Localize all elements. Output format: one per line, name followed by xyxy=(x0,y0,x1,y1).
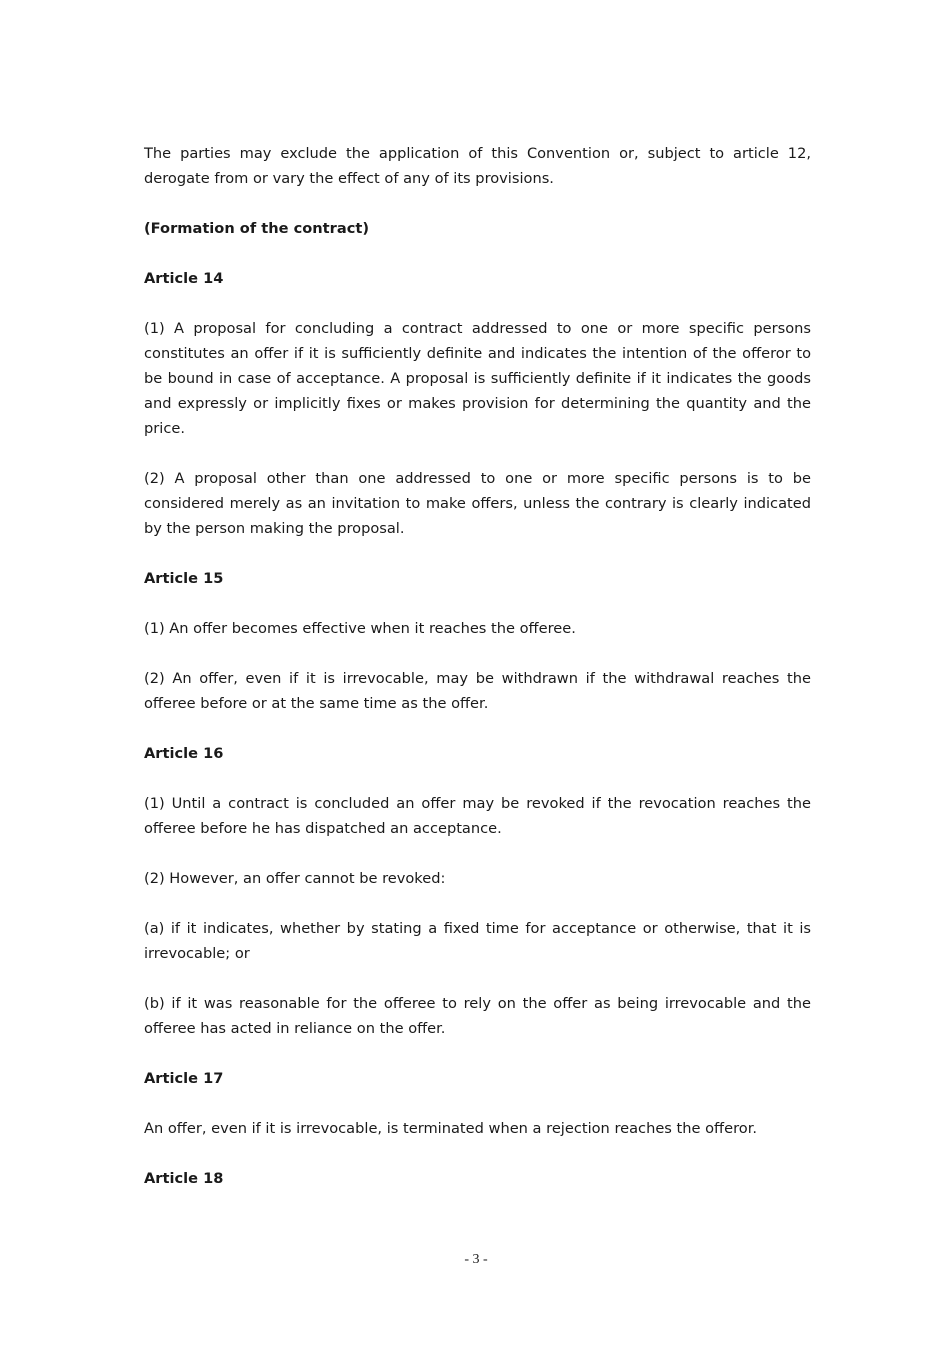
article-heading-17: Article 17 xyxy=(144,1070,224,1087)
article-16-paragraph-1: (1) Until a contract is concluded an offer may be revoked if the revocation reaches the offeree before he has dispatched an acceptance. xyxy=(144,795,811,837)
article-heading-15: Article 15 xyxy=(144,570,224,587)
paragraph-exclusion: The parties may exclude the application of this Convention or, subject to article 12, derogate from or vary the effect of any of its provisions. xyxy=(144,145,811,187)
page-number: - 3 - xyxy=(464,1252,488,1267)
article-heading-14: Article 14 xyxy=(144,270,224,287)
article-heading-16: Article 16 xyxy=(144,745,224,762)
document-body xyxy=(144,141,811,1216)
article-15-paragraph-1: (1) An offer becomes effective when it reaches the offeree. xyxy=(144,620,576,637)
article-16-item-b: (b) if it was reasonable for the offeree to rely on the offer as being irrevocable and the offeree has acted in reliance on the offer. xyxy=(144,995,811,1037)
article-17-paragraph: An offer, even if it is irrevocable, is terminated when a rejection reaches the offeror. xyxy=(144,1120,758,1137)
article-heading-18: Article 18 xyxy=(144,1170,224,1187)
section-heading-formation: (Formation of the contract) xyxy=(144,220,369,237)
article-16-item-a: (a) if it indicates, whether by stating a fixed time for acceptance or otherwise, that it is irrevocable; or xyxy=(144,920,811,962)
article-14-paragraph-1: (1) A proposal for concluding a contract addressed to one or more specific persons constitutes an offer if it is sufficiently definite and indicates the intention of the offeror to be bound in case of acceptance. A proposal is sufficiently definite if it indicates the goods and expressly or implicitly fixes or makes provision for determining the quantity and the price. xyxy=(144,320,811,437)
article-15-paragraph-2: (2) An offer, even if it is irrevocable, may be withdrawn if the withdrawal reaches the offeree before or at the same time as the offer. xyxy=(144,670,811,712)
article-16-paragraph-2: (2) However, an offer cannot be revoked: xyxy=(144,870,446,887)
article-14-paragraph-2: (2) A proposal other than one addressed to one or more specific persons is to be considered merely as an invitation to make offers, unless the contrary is clearly indicated by the person making the proposal. xyxy=(144,470,811,537)
